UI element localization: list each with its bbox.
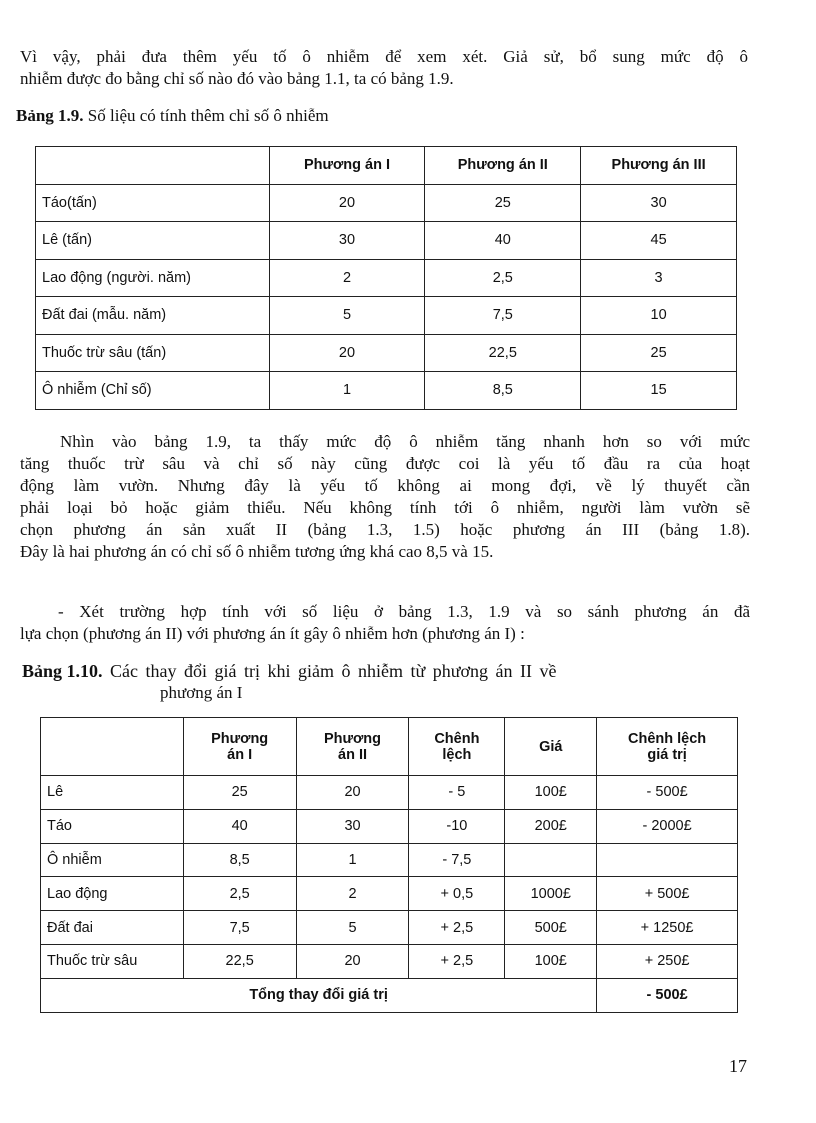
table-1-10-caption-text: Các thay đổi giá trị khi giảm ô nhiễm từ phương án II về [102,661,557,681]
row-label: Lê (tấn) [36,222,270,260]
table-row [36,334,737,372]
table-cell: + 1250£ [597,911,738,945]
table-cell: 5 [269,297,425,335]
paragraph-line-text: Nhìn vào bảng 1.9, ta thấy mức độ ô nhiễm tăng nhanh hơn so với mức [60,432,750,451]
table-cell: -10 [409,809,505,843]
table-header-row [36,147,737,185]
table-cell: - 2000£ [597,809,738,843]
table-cell: 20 [269,184,425,222]
header-cell-gia: Giá [505,718,597,776]
table-cell: - 7,5 [409,843,505,877]
header-text: án II [338,746,368,763]
table-cell: 40 [425,222,581,260]
table-cell [597,843,738,877]
comparison-paragraph [20,601,750,645]
row-label: Ô nhiễm (Chỉ số) [36,372,270,410]
paragraph-line: lựa chọn (phương án II) với phương án ít gây ô nhiễm hơn (phương án I) : [20,624,525,643]
table-row [41,809,738,843]
paragraph-line [20,431,750,453]
row-label: Ô nhiễm [41,843,184,877]
paragraph-line-text: - Xét trường hợp tính với số liệu ở bảng 1.3, 1.9 và so sánh phương án đã [58,602,750,621]
table-row [41,911,738,945]
table-cell: 20 [296,776,409,810]
header-text: Chênh [434,730,480,747]
header-cell-phuong-an-2: Phương án II [425,147,581,185]
table-cell: 500£ [505,911,597,945]
table-1-9-caption-label: Bảng 1.9. [16,106,84,125]
header-text: Phương [323,730,382,747]
table-cell: 7,5 [425,297,581,335]
table-cell: 7,5 [183,911,296,945]
header-text: Chênh lệch [628,730,707,747]
row-label: Thuốc trừ sâu (tấn) [36,334,270,372]
header-cell-empty [36,147,270,185]
table-cell: 22,5 [183,944,296,978]
table-row [36,372,737,410]
header-text: án I [227,746,253,763]
table-row [36,259,737,297]
table-1-10-caption-label: Bảng 1.10. [22,661,103,681]
table-row [41,877,738,911]
table-cell: 1 [269,372,425,410]
table-cell: 8,5 [425,372,581,410]
table-1-10-caption-text: phương án I [160,683,243,702]
table-cell: 2,5 [183,877,296,911]
table-cell: + 2,5 [409,911,505,945]
row-label: Đất đai (mẫu. năm) [36,297,270,335]
table-cell: 22,5 [425,334,581,372]
intro-line: nhiễm được đo bằng chỉ số nào đó vào bảng 1.1, ta có bảng 1.9. [20,69,454,88]
table-1-10-caption-continued [160,682,242,704]
table-row [36,222,737,260]
header-cell-chenh-lech [409,718,505,776]
table-cell: 200£ [505,809,597,843]
header-cell-phuong-an-1: Phương án I [269,147,425,185]
intro-paragraph [20,46,748,90]
header-text: Phương [211,730,269,747]
row-label: Lao động (người. năm) [36,259,270,297]
paragraph-line [20,601,750,623]
table-cell: 100£ [505,776,597,810]
paragraph-line: chọn phương án sản xuất II (bảng 1.3, 1.5) hoặc phương án III (bảng 1.8). [20,520,750,539]
table-cell: 20 [269,334,425,372]
table-cell: 30 [581,184,737,222]
table-cell: 2,5 [425,259,581,297]
table-cell: 1 [296,843,409,877]
table-cell: 45 [581,222,737,260]
table-row [41,776,738,810]
row-label: Lao động [41,877,184,911]
table-cell: 100£ [505,944,597,978]
header-cell-chenh-lech-gia-tri [597,718,738,776]
row-label: Đất đai [41,911,184,945]
table-cell: 25 [581,334,737,372]
header-cell-phuong-an-2 [296,718,409,776]
table-header-row [41,718,738,776]
table-1-9-caption-text: Số liệu có tính thêm chỉ số ô nhiễm [83,106,329,125]
table-cell: 25 [183,776,296,810]
table-cell: 40 [183,809,296,843]
analysis-paragraph [20,431,750,563]
table-1-9-caption [16,105,329,127]
row-label: Lê [41,776,184,810]
table-row [41,843,738,877]
total-value: - 500£ [597,978,738,1012]
table-cell [505,843,597,877]
table-total-row [41,978,738,1012]
header-cell-phuong-an-3: Phương án III [581,147,737,185]
row-label: Táo [41,809,184,843]
paragraph-line: động làm vườn. Nhưng đây là yếu tố không ai mong đợi, về lý thuyết cần [20,476,750,495]
table-cell: + 250£ [597,944,738,978]
paragraph-line: tăng thuốc trừ sâu và chỉ số này cũng được coi là yếu tố đầu ra của hoạt [20,454,750,473]
table-cell: - 5 [409,776,505,810]
intro-line: Vì vậy, phải đưa thêm yếu tố ô nhiễm để xem xét. Giả sử, bổ sung mức độ ô [20,47,748,66]
table-1-9 [35,146,737,410]
table-cell: 2 [269,259,425,297]
row-label: Táo(tấn) [36,184,270,222]
table-cell: - 500£ [597,776,738,810]
table-cell: 25 [425,184,581,222]
table-row [36,184,737,222]
paragraph-line: phải loại bỏ hoặc giảm thiểu. Nếu không tính tới ô nhiễm, người làm vườn sẽ [20,498,750,517]
table-cell: 8,5 [183,843,296,877]
table-cell: + 0,5 [409,877,505,911]
table-cell: + 500£ [597,877,738,911]
table-cell: 30 [269,222,425,260]
table-row [41,944,738,978]
page-number: 17 [729,1056,747,1076]
row-label: Thuốc trừ sâu [41,944,184,978]
table-cell: 20 [296,944,409,978]
table-1-10 [40,717,738,1013]
table-cell: + 2,5 [409,944,505,978]
table-1-10-caption [22,660,556,682]
table-cell: 1000£ [505,877,597,911]
total-label: Tổng thay đổi giá trị [41,978,597,1012]
table-row [36,297,737,335]
header-text: giá trị [647,746,687,763]
header-cell-empty [41,718,184,776]
table-cell: 3 [581,259,737,297]
table-cell: 5 [296,911,409,945]
header-cell-phuong-an-1 [183,718,296,776]
table-cell: 30 [296,809,409,843]
table-cell: 2 [296,877,409,911]
header-text: lệch [442,746,472,763]
table-cell: 15 [581,372,737,410]
paragraph-line: Đây là hai phương án có chỉ số ô nhiễm tương ứng khá cao 8,5 và 15. [20,542,494,561]
table-cell: 10 [581,297,737,335]
